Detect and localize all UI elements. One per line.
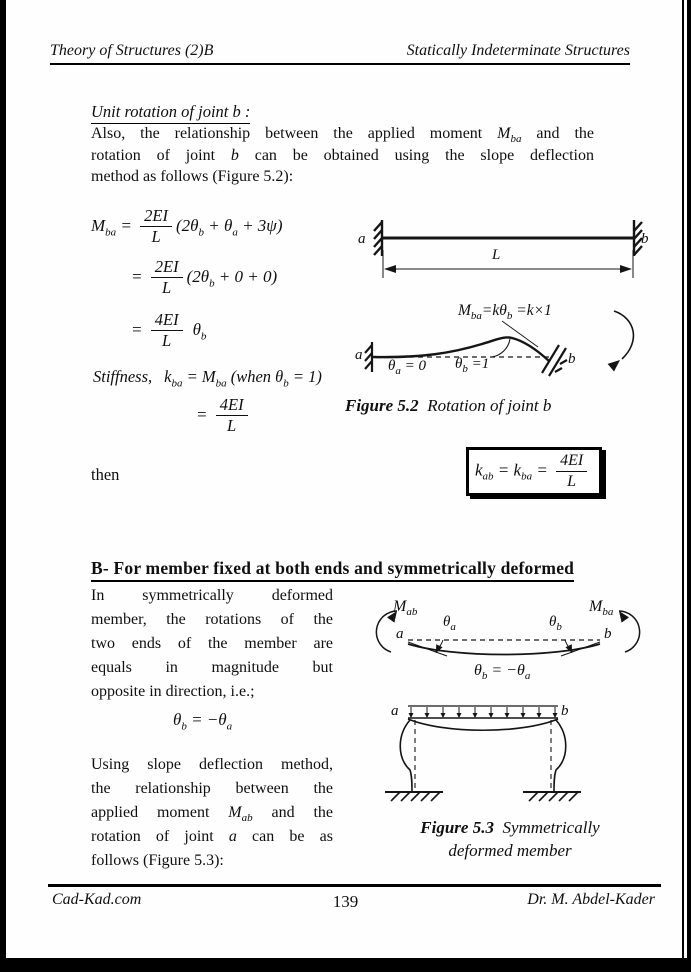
label-mab: $M_{ab}$ xyxy=(393,598,418,619)
frame-label-b: b xyxy=(561,703,569,719)
page-header xyxy=(50,42,630,65)
rotated-label-a: a xyxy=(355,347,363,363)
fraction: $\frac{2EI}{L}$ xyxy=(151,258,183,298)
page-border-right xyxy=(687,0,691,972)
footer-rule xyxy=(48,884,661,887)
page-border-right-inner-line xyxy=(682,0,684,972)
header-course-title: Theory of Structures (2)B xyxy=(50,42,214,59)
moment-expression-label: $M_{ba}=k\theta_b =k\times 1$ xyxy=(458,302,552,323)
page-border-left xyxy=(0,0,6,972)
figure-5-3-caption-line2: deformed member xyxy=(448,841,572,860)
fraction: $\frac{2EI}{L}$ xyxy=(140,207,172,247)
wall-a xyxy=(374,220,382,256)
figure-5-2-caption: Figure 5.2 Rotation of joint b xyxy=(345,396,552,415)
paragraph-line: Also, the relationship between the applied moment $M_{ba}$ and the xyxy=(91,125,594,146)
support-a-fixed xyxy=(385,792,443,801)
support-b-fixed xyxy=(523,792,581,801)
beam-label-L: L xyxy=(492,247,501,263)
header-chapter-title: Statically Indeterminate Structures xyxy=(406,42,630,59)
paragraph-line: In symmetrically deformed xyxy=(91,587,333,604)
paragraph-line: rotation of joint b can be obtained using the slope deflection xyxy=(91,146,594,164)
equation-mba-line3: = $\frac{4EI}{L}$ $\theta_b$ xyxy=(131,310,207,351)
figure-5-3-moments-diagram xyxy=(375,598,675,698)
paragraph-line: the relationship between the xyxy=(91,780,333,797)
label-theta-relation: $\theta_b = -\theta_a$ xyxy=(474,662,531,683)
load-arrow-shafts xyxy=(411,707,555,714)
label-a-arcs: a xyxy=(396,626,404,642)
section-b-heading: B- For member fixed at both ends and symmetrically deformed xyxy=(91,558,574,582)
moment-mba-arrow xyxy=(615,608,639,652)
paragraph-symmetric-1 xyxy=(91,584,333,704)
beam-label-a: a xyxy=(358,231,366,247)
beam-sag-curve xyxy=(408,719,558,730)
subheading-unit-rotation: Unit rotation of joint b : xyxy=(91,102,250,124)
wall-a-rotated xyxy=(365,342,372,372)
page-border-bottom xyxy=(0,958,691,972)
paragraph-line: member, the rotations of the xyxy=(91,611,333,628)
moment-arrow-curved xyxy=(608,311,634,372)
footer-author: Dr. M. Abdel-Kader xyxy=(527,891,655,908)
then-word: then xyxy=(91,465,120,484)
paragraph-line: method as follows (Figure 5.2): xyxy=(91,168,294,186)
equation-theta-relation: $\theta_b = -\theta_a$ xyxy=(173,710,233,733)
fraction: $\frac{4EI}{L}$ xyxy=(556,452,587,491)
moment-leader-line xyxy=(502,321,538,347)
dimension-line xyxy=(383,250,633,278)
theta-b-one-label: $\theta_b =1$ xyxy=(455,356,490,375)
theta-a-zero-label: $\theta_a = 0$ xyxy=(388,358,426,377)
column-b-deformed xyxy=(554,720,566,792)
figure-5-2-beam-diagram xyxy=(352,212,682,297)
page-number: 139 xyxy=(332,892,359,911)
footer-site: Cad-Kad.com xyxy=(52,891,142,908)
paragraph-line: opposite in direction, i.e.; xyxy=(91,683,255,700)
beam-label-b: b xyxy=(641,231,649,247)
paragraph-line: equals in magnitude but xyxy=(91,659,333,676)
fraction: $\frac{4EI}{L}$ xyxy=(216,396,248,436)
equation-stiffness-line1: Stiffness, $k_{ba} = M_{ba}$ (when $\theta_b = 1$) xyxy=(93,367,322,390)
paragraph-line: two ends of the member are xyxy=(91,635,333,652)
fraction: $\frac{4EI}{L}$ xyxy=(151,311,183,351)
label-theta-b: $\theta_b$ xyxy=(549,614,562,633)
stiffness-result-box: $k_{ab} = k_{ba}$ = $\frac{4EI}{L}$ xyxy=(466,447,602,496)
paragraph-line: rotation of joint a can be as xyxy=(91,828,333,845)
equation-mba-line2: = $\frac{2EI}{L}$ $(2\theta_b + 0 + 0)$ xyxy=(131,257,278,298)
paragraph-symmetric-2 xyxy=(91,753,333,873)
label-b-arcs: b xyxy=(604,626,612,642)
label-mba: $M_{ba}$ xyxy=(589,598,614,619)
rotated-label-b: b xyxy=(568,351,576,367)
paragraph-line: follows (Figure 5.3): xyxy=(91,852,224,869)
figure-5-3-frame-diagram xyxy=(375,700,675,815)
frame-label-a: a xyxy=(391,703,399,719)
equation-stiffness-line2: = $\frac{4EI}{L}$ xyxy=(196,396,252,436)
label-theta-a: $\theta_a$ xyxy=(443,614,456,633)
paragraph-line: Using slope deflection method, xyxy=(91,756,333,773)
equation-mba-line1: $M_{ba}$ = $\frac{2EI}{L}$ $(2\theta_b + \theta_a + 3\psi)$ xyxy=(91,206,283,247)
paragraph-line: applied moment $M_{ab}$ and the xyxy=(91,804,333,825)
figure-5-3-caption-line1: Figure 5.3 Symmetrically xyxy=(420,818,600,837)
support-b-inclined xyxy=(542,345,567,376)
paragraph-unit-rotation xyxy=(91,123,594,188)
theta-b-angle-arc xyxy=(492,339,510,357)
column-a-deformed xyxy=(400,720,412,792)
